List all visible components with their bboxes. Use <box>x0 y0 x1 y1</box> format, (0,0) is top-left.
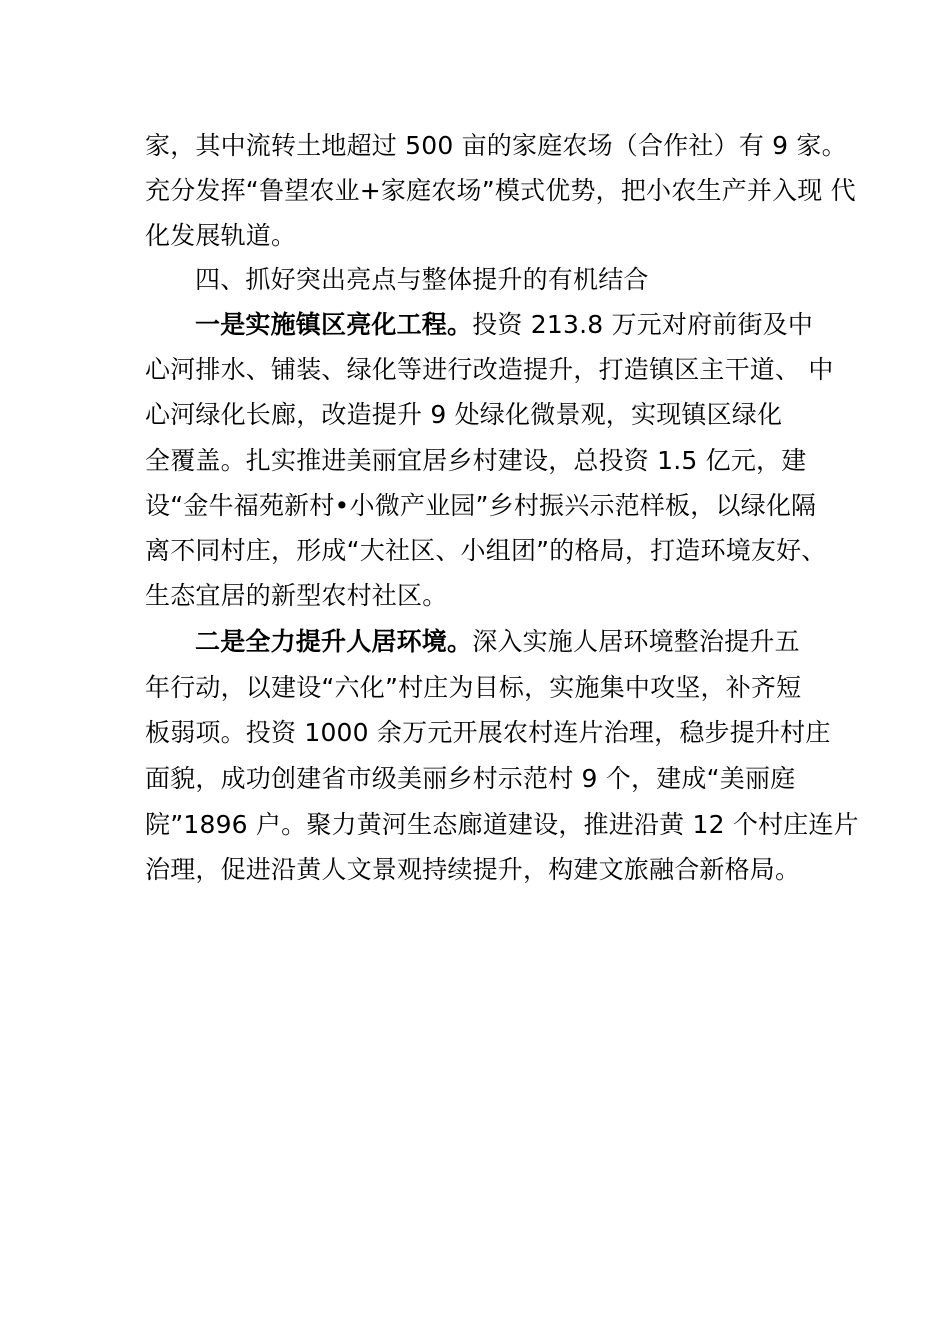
para1-first-line-rest: 投资 213.8 万元对府前街及中 <box>472 310 814 339</box>
para1-lead: 一是实施镇区亮化工程。 <box>195 310 473 339</box>
para2-line-4: 面貌，成功创建省市级美丽乡村示范村 9 个，建成“美丽庭 <box>145 764 796 793</box>
para1-line-3: 心河绿化长廊，改造提升 9 处绿化微景观，实现镇区绿化 <box>145 400 783 429</box>
intro-line-2: 充分发挥“鲁望农业+家庭农场”模式优势，把小农生产并入现 代 <box>145 176 856 205</box>
para1-first-line <box>195 307 813 343</box>
para2-lead: 二是全力提升人居环境。 <box>195 627 473 656</box>
para1-line-6: 离不同村庄，形成“大社区、小组团”的格局，打造环境友好、 <box>145 536 827 565</box>
intro-line-1: 家，其中流转土地超过 500 亩的家庭农场（合作社）有 9 家。 <box>145 131 847 160</box>
para2-line-3: 板弱项。投资 1000 余万元开展农村连片治理，稳步提升村庄 <box>145 718 831 747</box>
para2-first-line <box>195 624 800 660</box>
para2-line-2: 年行动，以建设“六化”村庄为目标，实施集中攻坚，补齐短 <box>145 673 802 702</box>
para2-first-line-rest: 深入实施人居环境整治提升五 <box>472 627 800 656</box>
para2-line-6: 治理，促进沿黄人文景观持续提升，构建文旅融合新格局。 <box>145 855 801 884</box>
para1-line-7: 生态宜居的新型农村社区。 <box>145 581 448 610</box>
para1-line-5: 设“金牛福苑新村•小微产业园”乡村振兴示范样板，以绿化隔 <box>145 491 817 520</box>
para1-line-4: 全覆盖。扎实推进美丽宜居乡村建设，总投资 1.5 亿元，建 <box>145 446 807 475</box>
intro-line-3: 化发展轨道。 <box>145 221 297 250</box>
para2-line-5: 院”1896 户。聚力黄河生态廊道建设，推进沿黄 12 个村庄连片 <box>145 810 859 839</box>
section-heading: 四、抓好突出亮点与整体提升的有机结合 <box>195 265 649 294</box>
para1-line-2: 心河排水、铺装、绿化等进行改造提升，打造镇区主干道、 中 <box>145 355 834 384</box>
